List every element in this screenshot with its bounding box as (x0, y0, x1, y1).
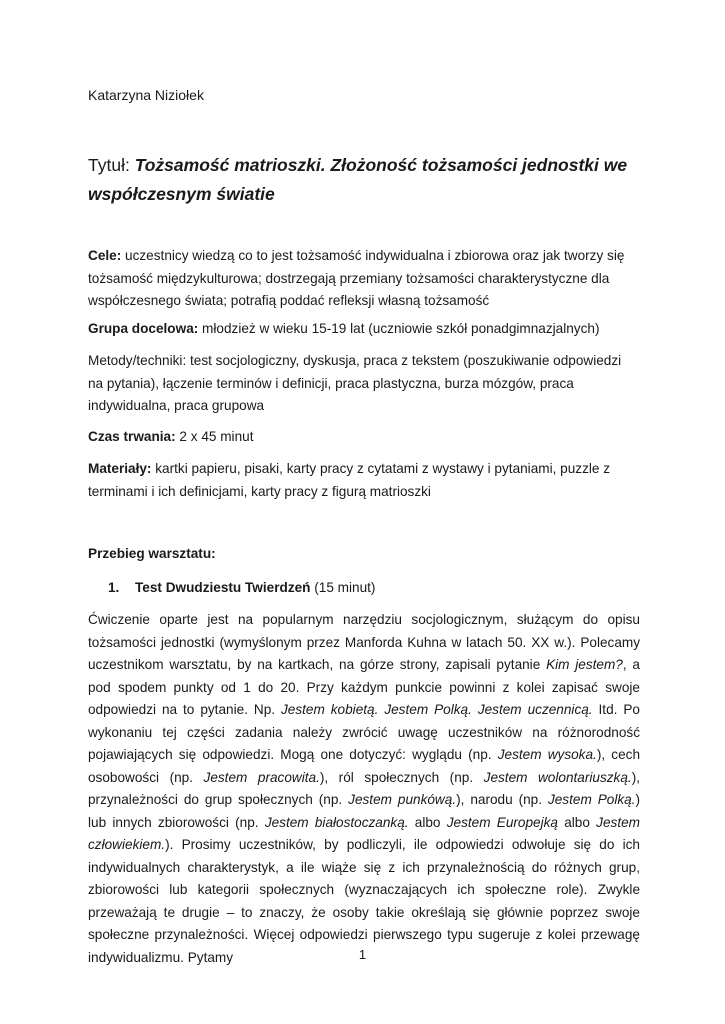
paragraph-text: Ćwiczenie oparte jest na popularnym narzędziu socjologicznym, służącym do opisu tożsamości jednostki (wymyślonym przez Manforda Kuhna w latach 50. XX w.). Polecamy uczestnikom warsztatu, by na kartkach, na górze strony, zapisali pytanie (88, 612, 640, 672)
title-main: Tożsamość matrioszki. Złożoność tożsamości jednostki we współczesnym światie (88, 155, 628, 204)
paragraph-text: ), ról społecznych (np. (319, 769, 484, 785)
paragraph-example: Jestem punkówą. (348, 792, 457, 807)
paragraph-text: Itd. Po wykonaniu tej części zadania należy zwrócić uwagę uczestników na różnorodność pojawiających się odpowiedzi. Mogą one dotyczyć: wyglądu (np. (88, 702, 640, 762)
materials-section (88, 458, 640, 503)
list-item-duration: (15 minut) (310, 580, 376, 595)
workshop-heading (88, 543, 640, 566)
paragraph-example: Jestem człowiekiem. (88, 814, 640, 852)
paragraph-example: Jestem Europejką (446, 814, 558, 830)
workshop-heading-text: Przebieg warsztatu: (88, 546, 216, 561)
paragraph-example: Jestem Polką. (547, 792, 636, 807)
list-item-number: 1. (108, 580, 120, 595)
paragraph-example: Jestem pracowita. (203, 769, 320, 785)
paragraph-text: ) lub innych zbiorowości (np. (88, 792, 641, 830)
list-item-title: Test Dwudziestu Twierdzeń (135, 580, 311, 595)
title-prefix: Tytuł: (88, 155, 135, 175)
goals-text: uczestnicy wiedzą co to jest tożsamość indywidualna i zbiorowa oraz jak tworzy się tożsamość międzykulturowa; dostrzegają przemiany tożsamości charakterystyczne dla współczesnego świata; potrafią poddać refleksji własną tożsamość (88, 248, 625, 308)
author-name: Katarzyna Niziołek (88, 87, 204, 103)
target-group-text: młodzież w wieku 15-19 lat (uczniowie szkół ponadgimnazjalnych) (198, 321, 600, 336)
paragraph-text: ), narodu (np. (456, 792, 548, 807)
goals-label: Cele: (88, 248, 122, 263)
target-group-section (88, 318, 640, 341)
goals-section (88, 245, 640, 313)
paragraph-example: Jestem wolontariuszką. (483, 769, 632, 785)
paragraph-example: Jestem kobietą. Jestem Polką. Jestem uczennicą. (281, 702, 593, 717)
body-paragraph (88, 609, 640, 969)
methods-section (88, 350, 640, 418)
materials-text: kartki papieru, pisaki, karty pracy z cytatami z wystawy i pytaniami, puzzle z terminami i ich definicjami, karty pracy z figurą matrioszki (88, 461, 611, 499)
duration-label: Czas trwania: (88, 429, 176, 444)
paragraph-text: ), cech osobowości (np. (88, 747, 641, 785)
paragraph-example: Jestem wysoka. (497, 747, 597, 762)
materials-label: Materiały: (88, 461, 152, 476)
paragraph-example: Jestem białostoczanką. (264, 814, 409, 830)
paragraph-text: ), przynależności do grup społecznych (np. (88, 769, 640, 807)
paragraph-text: albo (408, 814, 447, 830)
document-title (88, 151, 648, 209)
methods-text: Metody/techniki: test socjologiczny, dyskusja, praca z tekstem (poszukiwanie odpowiedzi na pytania), łączenie terminów i definicji, praca plastyczna, burza mózgów, praca indywidualna, praca grupowa (88, 353, 622, 413)
paragraph-example: Kim jestem? (546, 657, 623, 672)
page-number: 1 (358, 947, 367, 962)
paragraph-text: , a pod spodem punkty od 1 do 20. Przy każdym punkcie powinni z kolei zapisać swoje odpowiedzi na to pytanie. Np. (88, 657, 640, 717)
list-item (108, 577, 375, 600)
paragraph-text: ). Prosimy uczestników, by podliczyli, ile odpowiedzi odwołuje się do ich indywidualnych charakterystyk, a ile wiąże się z ich przynależnością do różnych grup, zbiorowości lub kategorii społecznych (wyznaczających ich społeczne role). Zwykle przeważają te drugie – to znaczy, że osoby takie określają się głównie poprzez swoje społeczne przynależności. Więcej odpowiedzi pierwszego typu sugeruje z kolei przewagę indywidualizmu. Pytamy (88, 837, 640, 965)
paragraph-text: albo (558, 814, 597, 830)
duration-section (88, 426, 640, 449)
target-group-label: Grupa docelowa: (88, 321, 199, 336)
duration-text: 2 x 45 minut (175, 429, 254, 444)
